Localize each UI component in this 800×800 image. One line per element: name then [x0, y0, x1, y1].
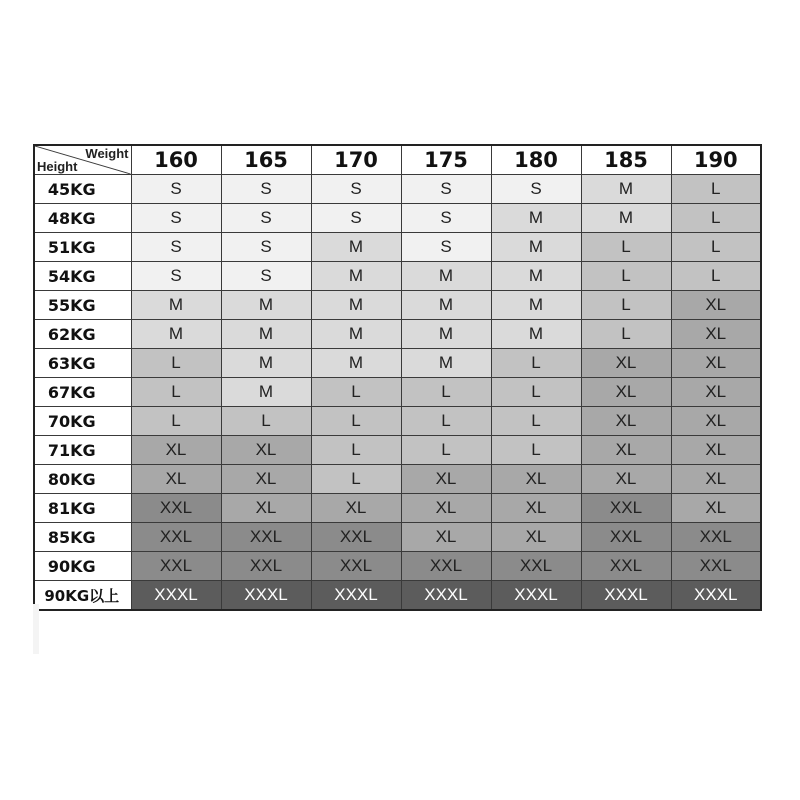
size-cell: XL	[221, 465, 311, 494]
table-row	[34, 349, 761, 378]
size-cell: M	[581, 175, 671, 204]
row-weight-label: 80KG	[34, 465, 131, 494]
size-cell: L	[671, 233, 761, 262]
row-weight-label: 90KG以上	[34, 581, 131, 611]
size-cell: M	[581, 204, 671, 233]
size-cell: XXXL	[131, 581, 221, 611]
row-weight-label: 48KG	[34, 204, 131, 233]
size-cell: XL	[671, 494, 761, 523]
size-cell: L	[491, 407, 581, 436]
size-cell: XL	[311, 494, 401, 523]
size-cell: XXL	[221, 552, 311, 581]
size-cell: XL	[671, 291, 761, 320]
size-cell: S	[491, 175, 581, 204]
size-cell: XXL	[311, 523, 401, 552]
size-cell: XL	[581, 349, 671, 378]
size-cell: L	[311, 436, 401, 465]
size-cell: S	[401, 233, 491, 262]
row-weight-label: 85KG	[34, 523, 131, 552]
size-cell: XXL	[311, 552, 401, 581]
size-cell: XXL	[401, 552, 491, 581]
table-row	[34, 175, 761, 204]
size-cell: S	[131, 233, 221, 262]
size-cell: L	[131, 349, 221, 378]
size-cell: L	[311, 465, 401, 494]
size-cell: L	[311, 407, 401, 436]
size-cell: XXL	[221, 523, 311, 552]
size-cell: L	[311, 378, 401, 407]
row-weight-label: 45KG	[34, 175, 131, 204]
faint-shadow	[33, 604, 39, 654]
size-cell: XXL	[581, 552, 671, 581]
size-cell: XXXL	[671, 581, 761, 611]
size-cell: M	[491, 233, 581, 262]
size-cell: L	[491, 378, 581, 407]
size-cell: M	[401, 320, 491, 349]
size-cell: XXXL	[491, 581, 581, 611]
row-weight-label: 54KG	[34, 262, 131, 291]
size-cell: XL	[581, 436, 671, 465]
size-cell: S	[131, 204, 221, 233]
size-cell: M	[311, 320, 401, 349]
table-row	[34, 494, 761, 523]
size-cell: XL	[401, 465, 491, 494]
header-row	[34, 145, 761, 175]
size-cell: XL	[671, 378, 761, 407]
column-header-185: 185	[581, 145, 671, 175]
height-axis-label: Height	[37, 159, 78, 174]
size-cell: L	[671, 204, 761, 233]
size-cell: XL	[581, 378, 671, 407]
size-cell: L	[581, 233, 671, 262]
size-cell: S	[401, 175, 491, 204]
table-row	[34, 262, 761, 291]
size-cell: XL	[491, 523, 581, 552]
size-cell: XXXL	[311, 581, 401, 611]
size-cell: L	[131, 407, 221, 436]
size-cell: M	[311, 233, 401, 262]
row-weight-label: 55KG	[34, 291, 131, 320]
size-cell: XL	[671, 436, 761, 465]
size-cell: M	[491, 291, 581, 320]
size-cell: L	[131, 378, 221, 407]
size-cell: XXL	[491, 552, 581, 581]
column-header-180: 180	[491, 145, 581, 175]
column-header-170: 170	[311, 145, 401, 175]
size-cell: XL	[671, 465, 761, 494]
row-weight-label: 90KG	[34, 552, 131, 581]
row-weight-label: 70KG	[34, 407, 131, 436]
size-cell: S	[131, 262, 221, 291]
size-cell: M	[311, 262, 401, 291]
size-cell: XXL	[581, 523, 671, 552]
size-cell: L	[401, 436, 491, 465]
size-cell: XL	[131, 436, 221, 465]
size-cell: XXL	[671, 523, 761, 552]
size-cell: M	[491, 262, 581, 291]
table-row	[34, 523, 761, 552]
size-cell: XXXL	[221, 581, 311, 611]
size-cell: S	[221, 262, 311, 291]
size-cell: XXL	[671, 552, 761, 581]
row-weight-label: 67KG	[34, 378, 131, 407]
row-weight-label: 81KG	[34, 494, 131, 523]
weight-axis-label: Weight	[85, 146, 129, 161]
table-row	[34, 465, 761, 494]
row-weight-label: 71KG	[34, 436, 131, 465]
size-cell: M	[401, 349, 491, 378]
size-cell: L	[491, 349, 581, 378]
size-cell: XL	[401, 523, 491, 552]
size-cell: XXL	[131, 523, 221, 552]
corner-header-cell	[34, 145, 131, 175]
size-cell: L	[221, 407, 311, 436]
size-cell: L	[401, 378, 491, 407]
size-cell: XL	[671, 349, 761, 378]
row-weight-label: 51KG	[34, 233, 131, 262]
size-cell: XL	[491, 494, 581, 523]
table-row	[34, 378, 761, 407]
size-cell: XL	[401, 494, 491, 523]
size-cell: S	[131, 175, 221, 204]
row-weight-label: 63KG	[34, 349, 131, 378]
size-cell: XL	[671, 407, 761, 436]
size-cell: M	[491, 204, 581, 233]
size-cell: M	[401, 262, 491, 291]
table-row	[34, 436, 761, 465]
size-cell: L	[671, 262, 761, 291]
size-cell: S	[221, 175, 311, 204]
size-cell: S	[221, 204, 311, 233]
size-cell: S	[311, 204, 401, 233]
size-cell: M	[131, 320, 221, 349]
table-row	[34, 291, 761, 320]
size-cell: S	[401, 204, 491, 233]
size-cell: XXL	[131, 494, 221, 523]
size-cell: L	[491, 436, 581, 465]
size-cell: L	[581, 320, 671, 349]
table-row	[34, 204, 761, 233]
size-cell: M	[131, 291, 221, 320]
row-weight-label: 62KG	[34, 320, 131, 349]
size-cell: M	[491, 320, 581, 349]
column-header-175: 175	[401, 145, 491, 175]
table-row	[34, 581, 761, 611]
size-cell: M	[401, 291, 491, 320]
size-cell: XXL	[131, 552, 221, 581]
size-cell: M	[221, 291, 311, 320]
size-cell: M	[311, 349, 401, 378]
size-cell: L	[671, 175, 761, 204]
table-row	[34, 233, 761, 262]
size-cell: L	[581, 291, 671, 320]
size-cell: XL	[581, 465, 671, 494]
size-cell: M	[221, 320, 311, 349]
size-cell: XL	[671, 320, 761, 349]
column-header-160: 160	[131, 145, 221, 175]
size-cell: XXXL	[581, 581, 671, 611]
size-cell: M	[311, 291, 401, 320]
size-cell: M	[221, 378, 311, 407]
table-row	[34, 407, 761, 436]
column-header-165: 165	[221, 145, 311, 175]
size-cell: XL	[581, 407, 671, 436]
size-cell: L	[581, 262, 671, 291]
size-cell: XL	[491, 465, 581, 494]
size-cell: XL	[221, 436, 311, 465]
table-row	[34, 552, 761, 581]
size-cell: XL	[221, 494, 311, 523]
size-cell: L	[401, 407, 491, 436]
size-cell: XXXL	[401, 581, 491, 611]
size-cell: S	[311, 175, 401, 204]
size-cell: S	[221, 233, 311, 262]
column-header-190: 190	[671, 145, 761, 175]
table-row	[34, 320, 761, 349]
size-chart-table	[33, 144, 762, 611]
size-cell: XL	[131, 465, 221, 494]
size-cell: M	[221, 349, 311, 378]
table-body	[34, 175, 761, 611]
size-cell: XXL	[581, 494, 671, 523]
